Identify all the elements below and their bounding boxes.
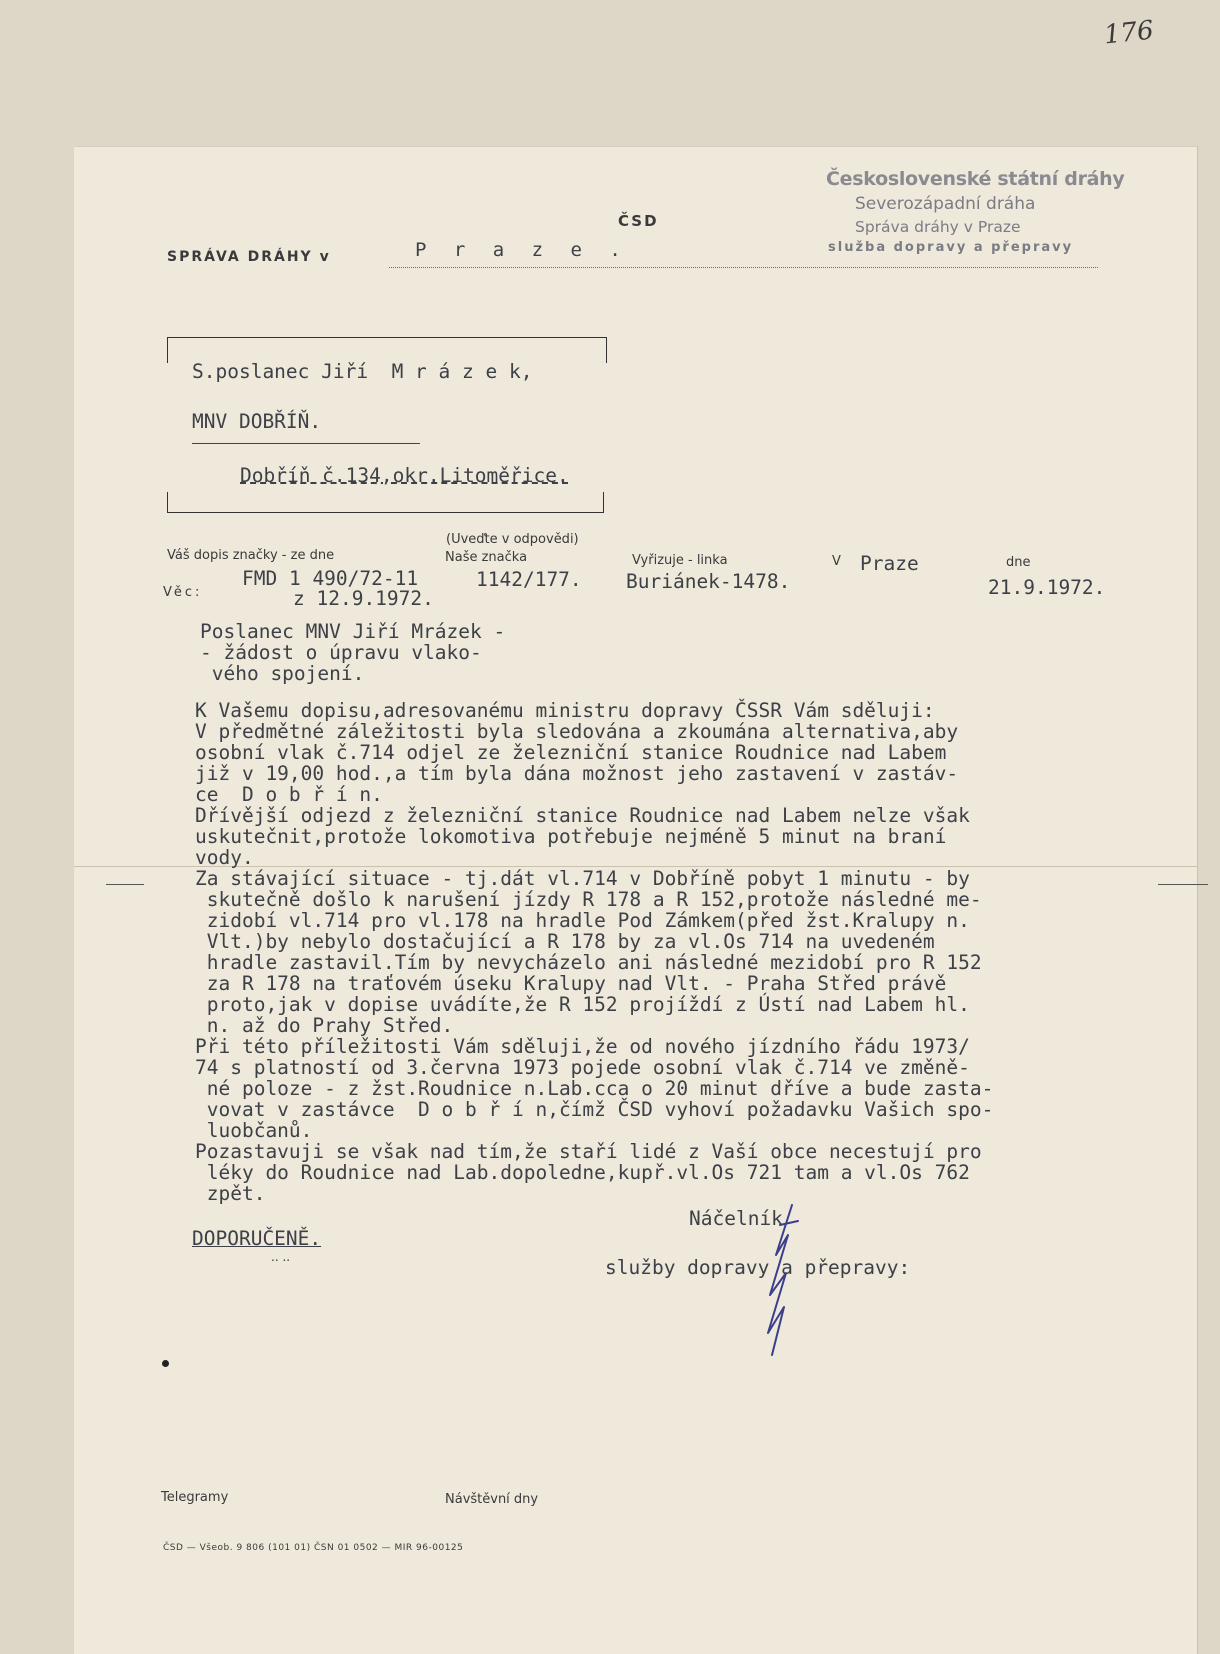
your-letter-date: z 12.9.1972. — [293, 587, 434, 610]
registered-mail-note: DOPORUČENĚ. — [192, 1227, 322, 1250]
header-dotted-rule — [389, 267, 1098, 268]
handwritten-signature — [740, 1195, 820, 1365]
stamp-line-3: Správa dráhy v Praze — [855, 218, 1021, 236]
address-frame-corner — [167, 337, 168, 363]
margin-mark — [1158, 884, 1208, 885]
dotted-placeholder: .. .. — [271, 1250, 291, 1264]
sprava-city: P r a z e . — [415, 239, 629, 261]
stamp-line-1: Československé státní dráhy — [826, 168, 1125, 190]
margin-mark — [106, 884, 144, 885]
form-code: ČSD — Všeob. 9 806 (101 01) ČSN 01 0502 — MIR 96-00125 — [163, 1543, 464, 1553]
date-value: 21.9.1972. — [988, 576, 1106, 599]
recipient-underline — [192, 443, 420, 444]
your-letter-label: Váš dopis značky - ze dne — [167, 548, 335, 563]
address-frame-corner — [167, 492, 168, 512]
place-label: V — [832, 554, 841, 569]
handler-value: Buriánek-1478. — [626, 570, 791, 593]
address-frame-top — [167, 337, 607, 338]
address-frame-bottom — [167, 512, 604, 513]
stamp-line-4: služba dopravy a přepravy — [828, 240, 1074, 255]
recipient-office: MNV DOBŘÍŇ. — [192, 410, 322, 433]
org-short: ČSD — [618, 212, 659, 230]
handler-label: Vyřizuje - linka — [632, 553, 728, 568]
letter-body: K Vašemu dopisu,adresovanému ministru dopravy ČSSR Vám sděluji: V předmětné záležitosti byla sledována a zkoumána alternativa,aby osobní vlak č.714 odjel ze železniční stanice Roudnice nad Labem již v 19,00 hod.,a tím byla dána možnost jeho zastavení v zastáv- ce D o b ř í n. Dřívější odjezd z železniční stanice Roudnice nad Labem nelze však uskutečnit,protože lokomotiva potřebuje nejméně 5 minut na braní vody. Za stávající situace - tj.dát vl.714 v Dobříně pobyt 1 minutu - by skutečně došlo k narušení jízdy R 178 a R 152,protože následné me- zidobí vl.714 pro vl.178 na hradle Pod Zámkem(před žst.Kralupy n. Vlt.)by nebylo dostačující a R 178 by za vl.Os 714 na uvedeném hradle zastavil.Tím by nevycházelo ani následné mezidobí pro R 152 za R 178 na traťovém úseku Kralupy nad Vlt. - Praha Střed právě proto,jak v dopise uvádíte,že R 152 projíždí z Ústí nad Labem hl. n. až do Prahy Střed. Při této příležitosti Vám sděluji,že od nového jízdního řádu 1973/ 74 s platností od 3.června 1973 pojede osobní vlak č.714 ve změně- né poloze - z žst.Roudnice n.Lab.cca o 20 minut dříve a bude zasta- vovat v zastávce D o b ř í n,čímž ČSD vyhoví požadavku Vašich spo- luobčanů. Pozastavuji se však nad tím,že staří lidé z Vaší obce necestují pro léky do Roudnice nad Lab.dopoledne,kupř.vl.Os 721 tam a vl.Os 762 zpět. — [195, 699, 994, 1205]
reply-note-label: (Uveďte v odpovědi) — [446, 532, 579, 547]
signatory-department: služby dopravy a přepravy: — [605, 1256, 911, 1279]
recipient-address: Dobříň č.134,okr.Litoměřice. — [240, 464, 569, 487]
address-frame-corner — [603, 492, 604, 512]
subject-label: Věc: — [163, 585, 203, 600]
your-letter-ref: FMD 1 490/72-11 — [242, 567, 419, 590]
punch-mark — [162, 1360, 169, 1367]
signatory-title: Náčelník — [689, 1207, 783, 1230]
telegrams-label: Telegramy — [161, 1490, 229, 1505]
our-ref-label: Naše značka — [445, 550, 528, 565]
subject-text: Poslanec MNV Jiří Mrázek - - žádost o úpravu vlako- vého spojení. — [200, 620, 506, 685]
sprava-label: SPRÁVA DRÁHY v — [167, 249, 331, 265]
stamp-line-2: Severozápadní dráha — [855, 194, 1036, 214]
date-label: dne — [1006, 555, 1031, 570]
recipient-name: S.poslanec Jiří M r á z e k, — [192, 360, 533, 383]
archive-page-number: 176 — [1102, 15, 1156, 51]
address-frame-corner — [606, 337, 607, 363]
visiting-days-label: Návštěvní dny — [445, 1492, 539, 1507]
place-value: Praze — [860, 552, 919, 575]
our-ref-value: 1142/177. — [476, 568, 582, 591]
